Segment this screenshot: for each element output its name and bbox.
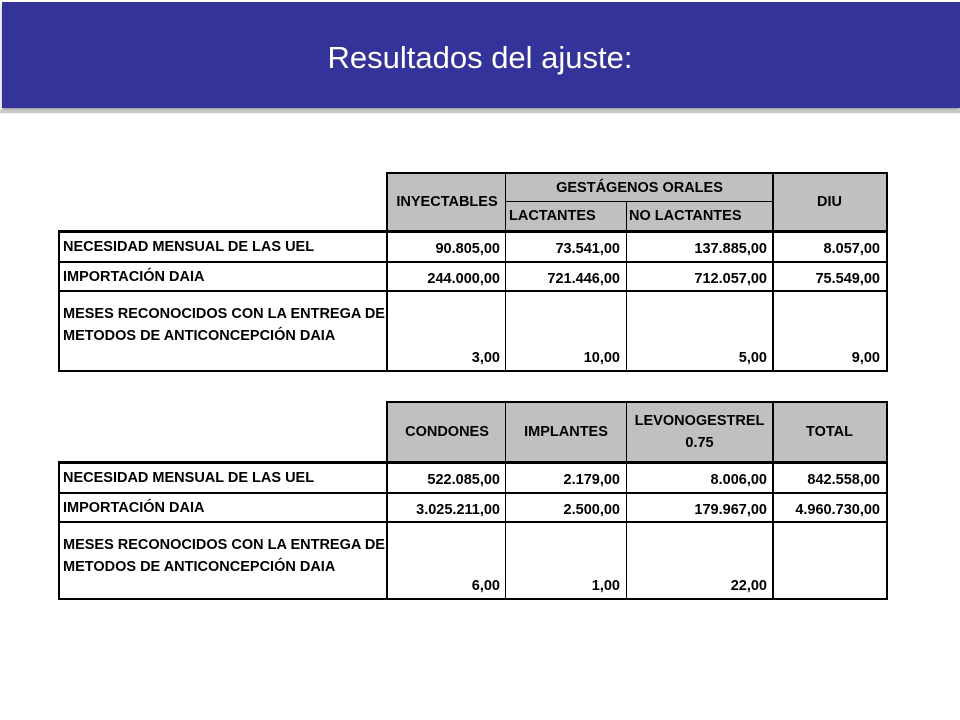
table-cell: 137.885,00 [694, 241, 767, 257]
table-cell: 8.057,00 [823, 241, 880, 257]
table-cell: 75.549,00 [815, 271, 880, 287]
table-cell: 1,00 [591, 578, 620, 594]
table-cell: 10,00 [583, 350, 620, 366]
grid-line [772, 401, 774, 600]
grid-line [386, 401, 388, 600]
header-diu: DIU [773, 174, 886, 230]
header-line: 0.75 [685, 435, 714, 451]
header-gestagenos-orales: GESTÁGENOS ORALES [506, 174, 773, 202]
table-cell: 8.006,00 [710, 472, 767, 488]
table-cell: 2.179,00 [563, 472, 620, 488]
header-line: LEVONOGESTREL [634, 413, 765, 429]
table-cell: 6,00 [471, 578, 500, 594]
header-lactantes: LACTANTES [506, 202, 626, 230]
table-cell: 842.558,00 [807, 472, 880, 488]
table-cell: 9,00 [851, 350, 880, 366]
table-cell: 5,00 [738, 350, 767, 366]
grid-line [386, 172, 388, 372]
row-label-importacion: IMPORTACIÓN DAIA [63, 269, 205, 285]
row-label-line: METODOS DE ANTICONCEPCIÓN DAIA [63, 559, 336, 575]
grid-line [58, 461, 888, 464]
row-label-line: MESES RECONOCIDOS CON LA ENTREGA DE [63, 306, 385, 322]
header-condones: CONDONES [388, 403, 506, 461]
row-label-meses [60, 292, 386, 370]
grid-line [58, 261, 888, 263]
table-cell: 4.960.730,00 [795, 502, 880, 518]
header-inyectables: INYECTABLES [388, 174, 506, 230]
row-label-line: MESES RECONOCIDOS CON LA ENTREGA DE [63, 537, 385, 553]
table-cell: 179.967,00 [694, 502, 767, 518]
row-label-necesidad: NECESIDAD MENSUAL DE LAS UEL [63, 239, 315, 255]
table-cell: 3,00 [471, 350, 500, 366]
table-cell: 244.000,00 [427, 271, 500, 287]
row-label-importacion: IMPORTACIÓN DAIA [63, 500, 205, 516]
grid-line [58, 598, 888, 600]
grid-line [58, 370, 888, 372]
grid-line [626, 401, 627, 600]
header-no-lactantes: NO LACTANTES [626, 202, 773, 230]
grid-line [886, 172, 888, 372]
grid-line [506, 201, 773, 202]
grid-line [58, 230, 888, 233]
grid-line [58, 290, 888, 292]
table-cell: 721.446,00 [547, 271, 620, 287]
grid-line [386, 172, 888, 174]
table-cell: 3.025.211,00 [416, 502, 500, 518]
row-label-line: METODOS DE ANTICONCEPCIÓN DAIA [63, 328, 336, 344]
header-total: TOTAL [773, 403, 886, 461]
grid-line [886, 401, 888, 600]
slide-title: Resultados del ajuste: [327, 40, 633, 75]
grid-line [626, 202, 627, 372]
table-cell [773, 523, 886, 598]
grid-line [386, 401, 888, 403]
header-implantes: IMPLANTES [506, 403, 626, 461]
banner-divider [0, 110, 960, 113]
table-cell: 73.541,00 [555, 241, 620, 257]
table-cell: 522.085,00 [427, 472, 500, 488]
table-cell: 2.500,00 [563, 502, 620, 518]
grid-line [772, 172, 774, 372]
grid-line [58, 230, 60, 372]
table-cell: 22,00 [730, 578, 767, 594]
grid-line [505, 401, 506, 600]
row-label-meses [60, 523, 386, 598]
header-levonogestrel [626, 403, 773, 461]
row-label-necesidad: NECESIDAD MENSUAL DE LAS UEL [63, 470, 315, 486]
grid-line [58, 461, 60, 600]
table-cell: 90.805,00 [435, 241, 500, 257]
grid-line [58, 492, 888, 494]
grid-line [505, 172, 506, 372]
grid-line [58, 521, 888, 523]
table-cell: 712.057,00 [694, 271, 767, 287]
